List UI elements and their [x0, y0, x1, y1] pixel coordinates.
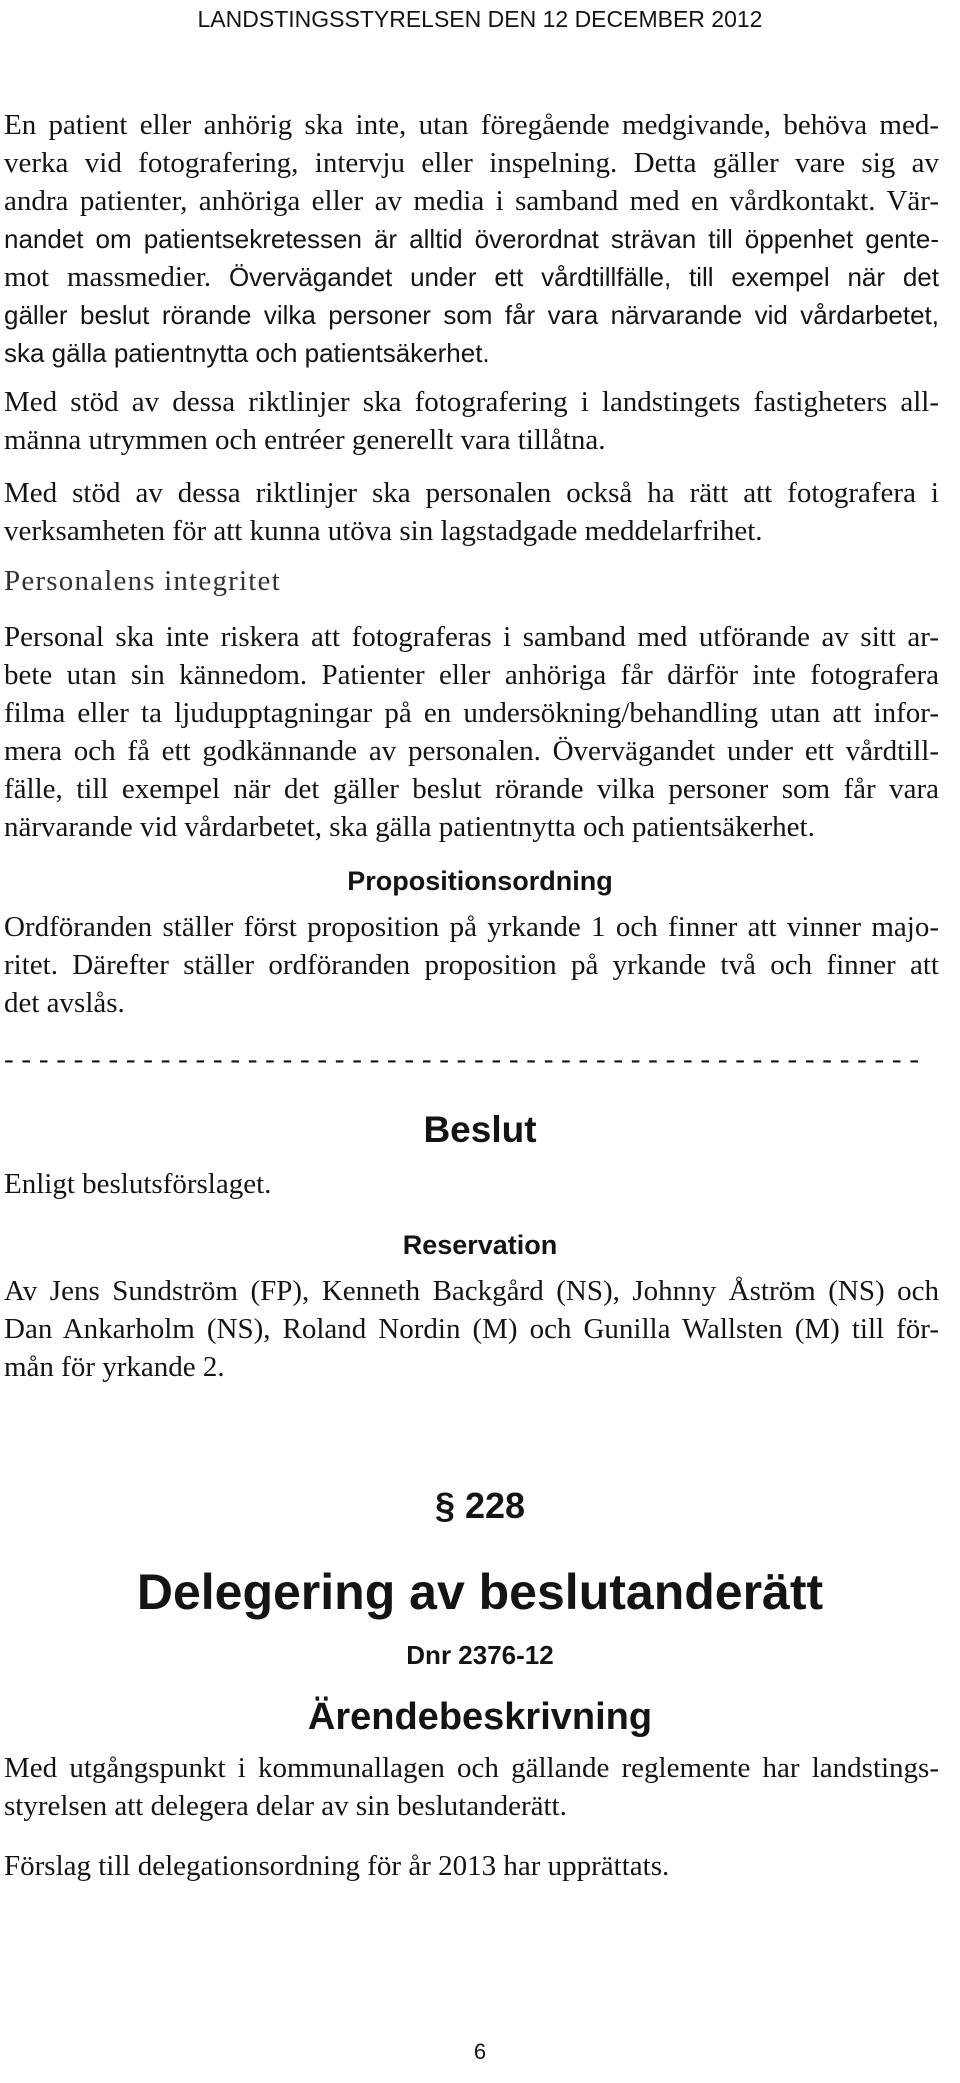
- text-line: styrelsen att delegera delar av sin beslutanderätt.: [4, 1790, 567, 1822]
- text-line: männa utrymmen och entréer generellt vara tillåtna.: [4, 424, 606, 456]
- text-line: mera och få ett godkännande av personalen. Övervägandet under ett vårdtill-: [4, 735, 939, 767]
- paragraph-patient-consent: [4, 106, 939, 372]
- case-number: Dnr 2376-12: [406, 1640, 554, 1670]
- text-line: Med stöd av dessa riktlinjer ska personalen också ha rätt att fotografera i: [4, 477, 939, 509]
- section-heading-decision: Beslut: [423, 1109, 537, 1150]
- text-line: mån för yrkande 2.: [4, 1351, 225, 1383]
- paragraph-staff-integrity: [4, 618, 939, 846]
- text-segment: Övervägandet under ett vårdtillfälle, till exempel när det: [228, 262, 939, 292]
- section-heading-proposition-order: Propositionsordning: [347, 866, 613, 896]
- text-line: Personal ska inte riskera att fotograferas i samband med utförande av sitt ar-: [4, 621, 939, 653]
- section-heading-case-description: Ärendebeskrivning: [307, 1696, 653, 1738]
- dashed-separator: - - - - - - - - - - - - - - - - - - - - - - - - - - - - - - - - - - - - - - - - - - - - - - - - - - - - -: [4, 1043, 919, 1075]
- text-line: gäller beslut rörande vilka personer som får vara närvarande vid vårdarbetet,: [4, 300, 939, 330]
- text-line: [4, 258, 939, 296]
- section-heading-reservation: Reservation: [402, 1230, 558, 1260]
- item-title: Delegering av beslutanderätt: [136, 1564, 824, 1620]
- text-line: Av Jens Sundström (FP), Kenneth Backgård (NS), Johnny Åström (NS) och: [4, 1275, 939, 1307]
- text-line: Dan Ankarholm (NS), Roland Nordin (M) och Gunilla Wallsten (M) till för-: [4, 1313, 939, 1345]
- text-line: ritet. Därefter ställer ordföranden proposition på yrkande två och finner att: [4, 949, 939, 981]
- text-line: filma eller ta ljudupptagningar på en undersökning/behandling utan att infor-: [4, 697, 939, 729]
- text-line: Med stöd av dessa riktlinjer ska fotografering i landstingets fastigheters all-: [4, 386, 939, 418]
- text-line: ska gälla patientnytta och patientsäkerhet.: [4, 338, 490, 368]
- text-line: bete utan sin kännedom. Patienter eller anhöriga får därför inte fotografera: [4, 659, 939, 691]
- text-line: närvarande vid vårdarbetet, ska gälla patientnytta och patientsäkerhet.: [4, 811, 815, 843]
- paragraph-case-background: [4, 1749, 939, 1825]
- text-line: andra patienter, anhöriga eller av media i samband med en vårdkontakt. Vär-: [4, 185, 939, 217]
- item-section-number: § 228: [434, 1485, 526, 1526]
- paragraph-decision: [4, 1165, 939, 1203]
- paragraph-premises: [4, 383, 939, 459]
- paragraph-case-proposal: [4, 1847, 939, 1885]
- text-line: verka vid fotografering, intervju eller inspelning. Detta gäller vare sig av: [4, 147, 939, 179]
- text-line: det avslås.: [4, 987, 125, 1019]
- page-number: 6: [473, 2039, 487, 2064]
- running-header: LANDSTINGSSTYRELSEN DEN 12 DECEMBER 2012: [197, 6, 763, 32]
- paragraph-reservation: [4, 1272, 939, 1386]
- text-line: Ordföranden ställer först proposition på yrkande 1 och finner att vinner majo-: [4, 911, 939, 943]
- text-line: Förslag till delegationsordning för år 2013 har upprättats.: [4, 1850, 670, 1882]
- text-line: Enligt beslutsförslaget.: [4, 1168, 272, 1200]
- subheading-staff-integrity: Personalens integritet: [4, 565, 281, 597]
- text-line: Med utgångspunkt i kommunallagen och gällande reglemente har landstings-: [4, 1752, 939, 1784]
- text-segment: mot massmedier.: [4, 261, 212, 293]
- paragraph-staff-photography: [4, 474, 939, 550]
- text-line: verksamheten för att kunna utöva sin lagstadgade meddelarfrihet.: [4, 515, 763, 547]
- text-line: En patient eller anhörig ska inte, utan föregående medgivande, behöva med-: [4, 109, 939, 141]
- paragraph-proposition-order: [4, 908, 939, 1022]
- text-line: fälle, till exempel när det gäller beslut rörande vilka personer som får vara: [4, 773, 939, 805]
- text-line: nandet om patientsekretessen är alltid överordnat strävan till öppenhet gente-: [4, 224, 939, 254]
